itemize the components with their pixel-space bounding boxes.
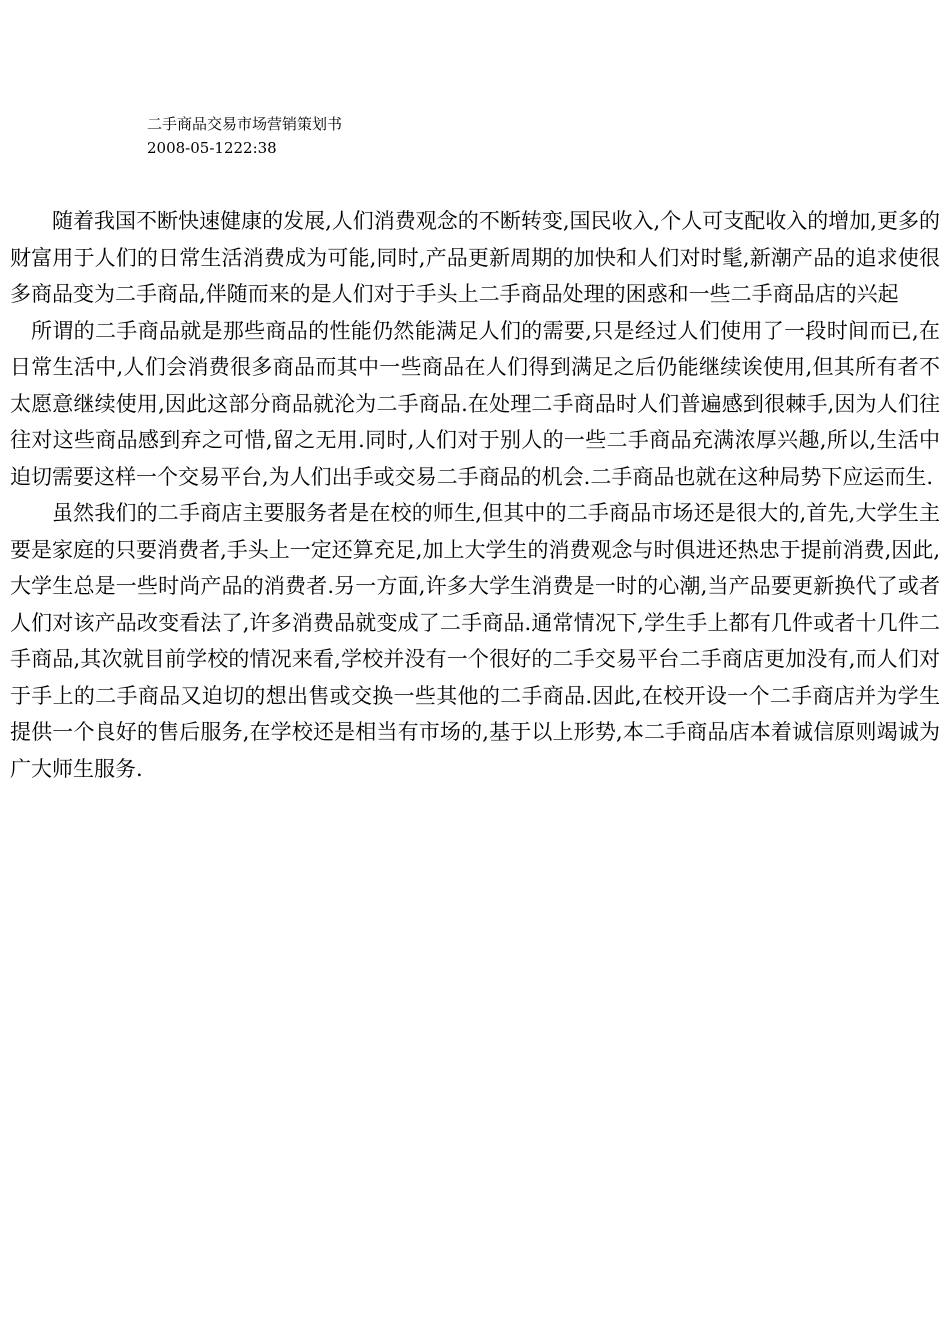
paragraph-1: 随着我国不断快速健康的发展,人们消费观念的不断转变,国民收入,个人可支配收入的增加,更多的财富用于人们的日常生活消费成为可能,同时,产品更新周期的加快和人们对时髦,新潮产品的追求使很多商品变为二手商品,伴随而来的是人们对于手头上二手商品处理的困惑和一些二手商品店的兴起 [10, 209, 940, 306]
paragraph-3: 虽然我们的二手商店主要服务者是在校的师生,但其中的二手商品市场还是很大的,首先,大学生主要是家庭的只要消费者,手头上一定还算充足,加上大学生的消费观念与时俱进还热忠于提前消费,因此,大学生总是一些时尚产品的消费者.另一方面,许多大学生消费是一时的心潮,当产品要更新换代了或者人们对该产品改变看法了,许多消费品就变成了二手商品.通常情况下,学生手上都有几件或者十几件二手商品,其次就目前学校的情况来看,学校并没有一个很好的二手交易平台二手商店更加没有,而人们对于手上的二手商品又迫切的想出售或交换一些其他的二手商品.因此,在校开设一个二手商店并为学生提供一个良好的售后服务,在学校还是相当有市场的,基于以上形势,本二手商品店本着诚信原则竭诚为广大师生服务. [10, 501, 940, 781]
document-datetime: 2008-05-1222:38 [147, 139, 277, 157]
document-header [147, 112, 342, 160]
document-body [10, 203, 940, 787]
paragraph-2: 所谓的二手商品就是那些商品的性能仍然能满足人们的需要,只是经过人们使用了一段时间而已,在日常生活中,人们会消费很多商品而其中一些商品在人们得到满足之后仍能继续诶使用,但其所有者不太愿意继续使用,因此这部分商品就沦为二手商品.在处理二手商品时人们普遍感到很棘手,因为人们往往对这些商品感到弃之可惜,留之无用.同时,人们对于别人的一些二手商品充满浓厚兴趣,所以,生活中迫切需要这样一个交易平台,为人们出手或交易二手商品的机会.二手商品也就在这种局势下应运而生. [10, 318, 940, 489]
document-title: 二手商品交易市场营销策划书 [147, 115, 343, 133]
